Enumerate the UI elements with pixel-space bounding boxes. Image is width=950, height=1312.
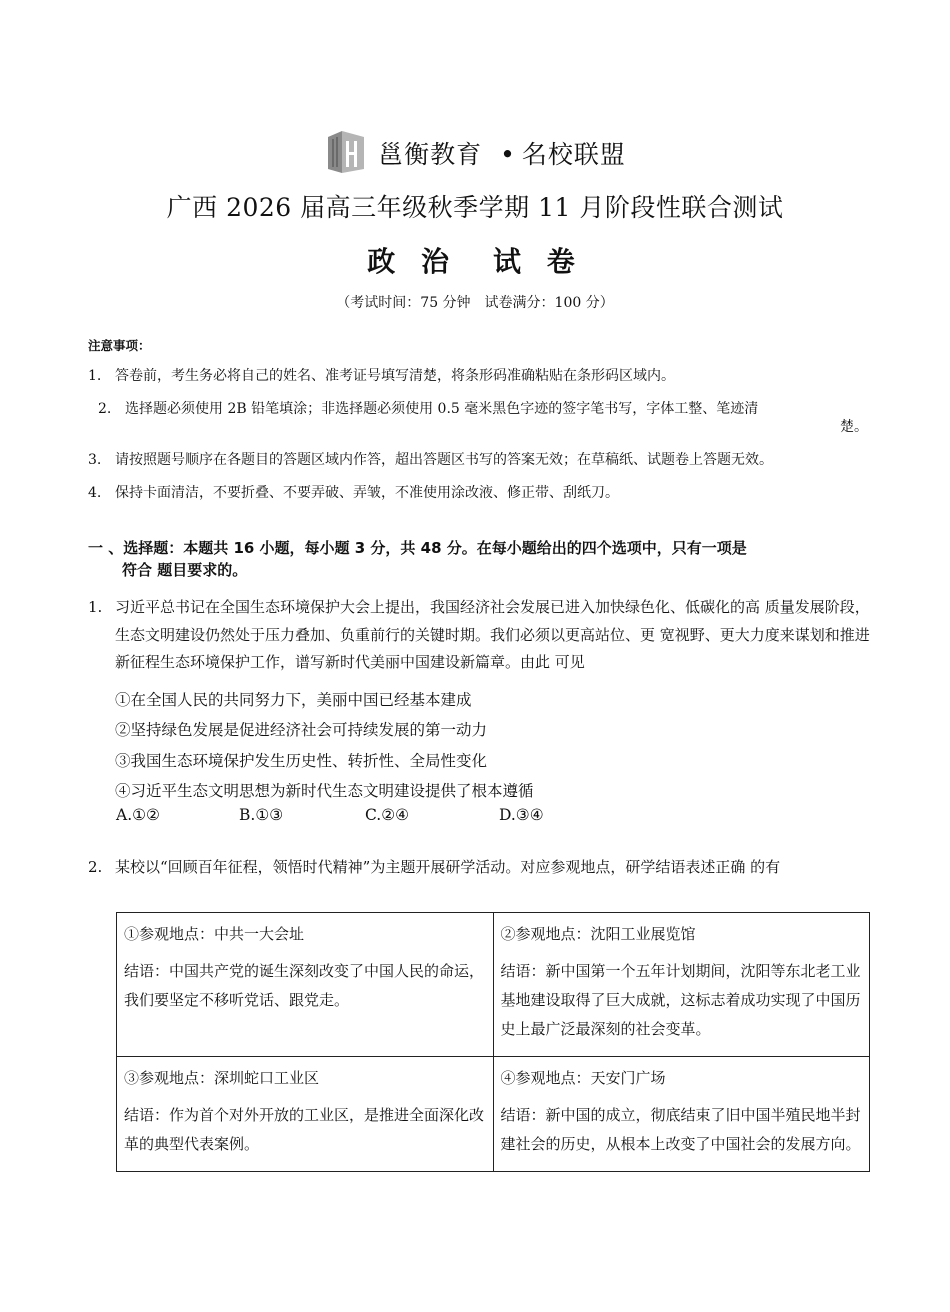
question-1 — [88, 594, 878, 825]
notice-text: 请按照题号顺序在各题目的答题区域内作答，超出答题区书写的答案无效；在草稿纸、试题卷上答题无效。 — [115, 452, 773, 468]
question-number: 1. — [88, 598, 103, 616]
notice-num: 2. — [98, 401, 112, 417]
notice-item — [88, 450, 878, 470]
statement-option: ①在全国人民的共同努力下，美丽中国已经基本建成 — [115, 690, 472, 709]
notice-text: 保持卡面清洁，不要折叠、不要弄破、弄皱，不准使用涂改液、修正带、刮纸刀。 — [115, 485, 619, 501]
notice-text: 答卷前，考生务必将自己的姓名、准考证号填写清楚，将条形码准确粘贴在条形码区域内。 — [115, 368, 675, 384]
exam-title: 广西 2026 届高三年级秋季学期 11 月阶段性联合测试 — [166, 193, 784, 222]
site-conclusion: 结语：新中国的成立，彻底结束了旧中国半殖民地半封建社会的历史，从根本上改变了中国社会的发展方向。 — [500, 1106, 861, 1153]
choice-b: B.①③ — [239, 805, 284, 824]
notice-text-tail: 楚。 — [840, 419, 868, 435]
table-cell — [117, 913, 494, 1057]
question-stem: 某校以“回顾百年征程，领悟时代精神”为主题开展研学活动。对应参观地点，研学结语表述正确 的有 — [115, 858, 781, 876]
site-conclusion: 结语：中国共产党的诞生深刻改变了中国人民的命运，我们要坚定不移听党话、跟党走。 — [124, 962, 485, 1009]
section-heading-line2: 符合 题目要求的。 — [122, 561, 248, 579]
table-cell — [493, 913, 870, 1057]
site-place: ④参观地点：天安门广场 — [500, 1069, 666, 1087]
site-place: ③参观地点：深圳蛇口工业区 — [124, 1069, 320, 1087]
subject-title — [0, 240, 950, 280]
brand-main: 邕衡教育 — [378, 140, 483, 169]
site-conclusion: 结语：作为首个对外开放的工业区，是推进全面深化改革的典型代表案例。 — [124, 1106, 485, 1153]
question-stem-row — [88, 594, 878, 677]
site-place: ①参观地点：中共一大会址 — [124, 925, 305, 943]
notice-text: 选择题必须使用 2B 铅笔填涂；非选择题必须使用 0.5 毫米黑色字迹的签字笔书写，字体工整、笔迹清 — [125, 401, 759, 417]
exam-info: （考试时间：75 分钟 试卷满分：100 分） — [336, 295, 614, 311]
notice-item — [88, 366, 878, 386]
school-logo-icon — [324, 129, 368, 177]
table-row — [117, 1057, 870, 1172]
table-cell — [493, 1057, 870, 1172]
subject-left: 政 治 — [367, 245, 457, 278]
section-heading-line1: 一 、选择题：本题共 16 小题，每小题 3 分，共 48 分。在每小题给出的四个选项中，只有一项是 — [88, 539, 747, 557]
subject-right: 试 卷 — [493, 245, 583, 278]
brand-suffix: 名校联盟 — [521, 140, 626, 169]
exam-header — [0, 124, 950, 312]
brand-name — [378, 135, 626, 171]
notice-num: 4. — [88, 485, 102, 501]
choice-c: C.②④ — [365, 805, 410, 824]
table-cell — [117, 1057, 494, 1172]
section-heading — [88, 537, 878, 581]
brand-separator: • — [500, 140, 516, 169]
notice-item — [88, 483, 878, 503]
question-number: 2. — [88, 858, 103, 876]
statement-option: ③我国生态环境保护发生历史性、转折性、全局性变化 — [115, 751, 488, 770]
notice-num: 1. — [88, 368, 102, 384]
table-row — [117, 913, 870, 1057]
site-conclusion: 结语：新中国第一个五年计划期间，沈阳等东北老工业基地建设取得了巨大成就，这标志着成功实现了中国历史上最广泛最深刻的社会变革。 — [500, 962, 861, 1038]
notice-num: 3. — [88, 452, 102, 468]
statement-option: ②坚持绿色发展是促进经济社会可持续发展的第一动力 — [115, 721, 488, 739]
notice-item — [88, 399, 878, 437]
question-stem: 习近平总书记在全国生态环境保护大会上提出，我国经济社会发展已进入加快绿色化、低碳化的高 质量发展阶段，生态文明建设仍然处于压力叠加、负重前行的关键时期。我们必须以更高站位、更 宽视野、更大力度来谋划和推进新征程生态环境保护工作，谱写新时代美丽中国建设新篇章。由此 可见 — [115, 598, 870, 671]
brand-row — [0, 124, 950, 182]
notice-heading: 注意事项： — [88, 338, 151, 353]
site-place: ②参观地点：沈阳工业展览馆 — [500, 925, 696, 943]
answer-choices — [88, 805, 878, 825]
visit-sites-table — [116, 912, 870, 1172]
question-stem-row — [88, 854, 878, 882]
statement-option: ④习近平生态文明思想为新时代生态文明建设提供了根本遵循 — [115, 782, 534, 800]
question-2 — [88, 854, 878, 882]
notice-section — [88, 336, 878, 516]
choice-a: A.①② — [116, 805, 160, 824]
choice-d: D.③④ — [499, 805, 544, 824]
